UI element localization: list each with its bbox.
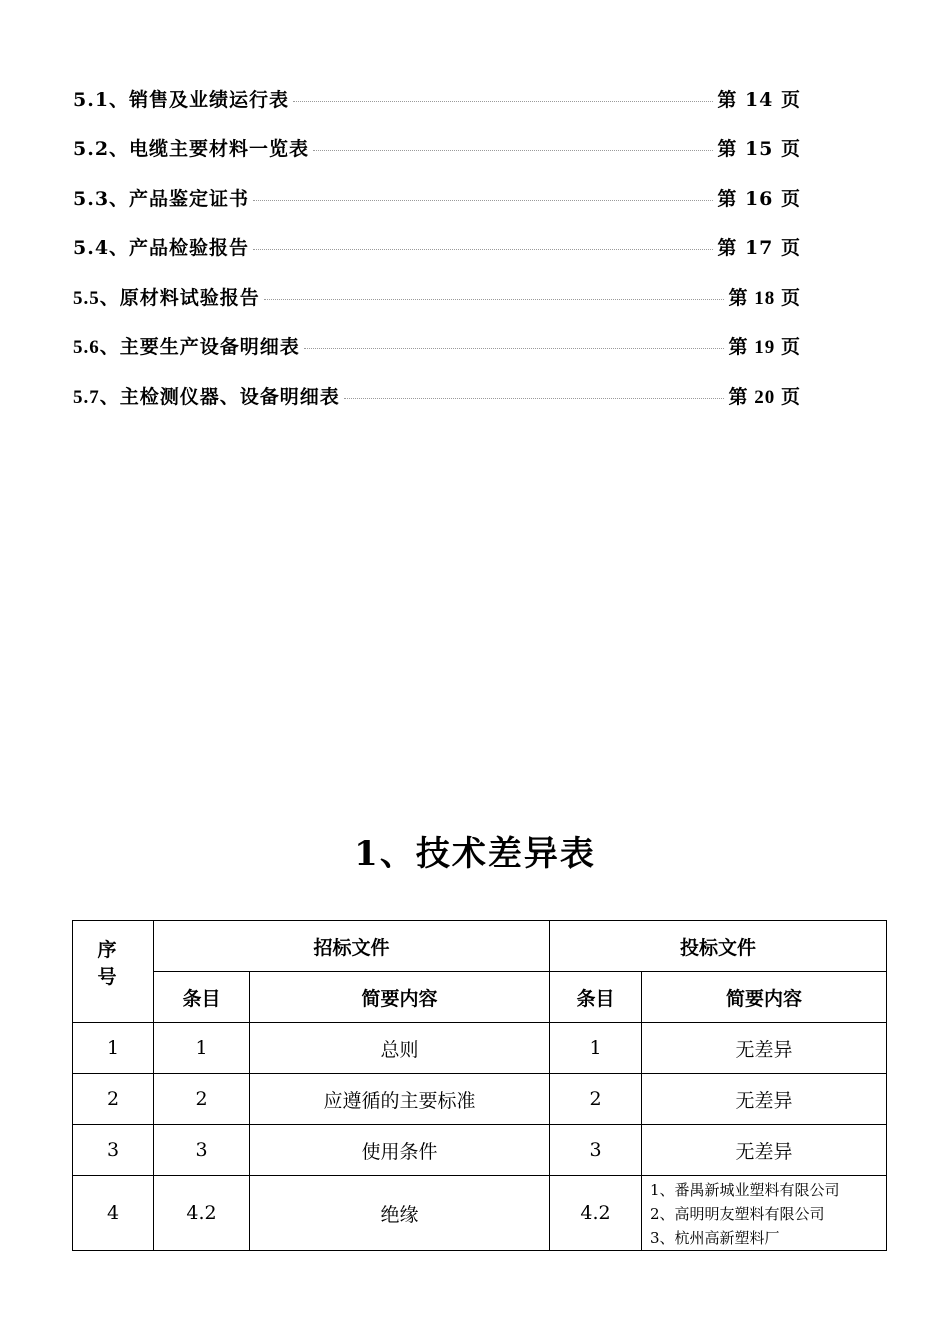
- row-tender-clause: 4.2: [154, 1176, 250, 1251]
- row-bid-clause: 4.2: [550, 1176, 642, 1251]
- header-seq: 序 号: [73, 921, 154, 1023]
- toc-entry-page: 第 20 页: [728, 387, 801, 409]
- row-tender-clause: 3: [154, 1125, 250, 1176]
- toc-entry-page: 第 17 页: [717, 237, 801, 260]
- table-subheader-row: [73, 972, 887, 1023]
- toc-entry[interactable]: [73, 185, 801, 209]
- supplier-line: 2、高明明友塑料有限公司: [650, 1205, 825, 1223]
- row-bid-summary: 无差异: [642, 1074, 887, 1125]
- row-bid-clause: 3: [550, 1125, 642, 1176]
- toc-leader-dots: [344, 398, 725, 399]
- toc-entry-label: 5.2、电缆主要材料一览表: [73, 138, 310, 161]
- header-bid-document: 投标文件: [550, 921, 887, 972]
- toc-entry-page: 第 18 页: [728, 287, 801, 309]
- row-bid-clause: 2: [550, 1074, 642, 1125]
- toc-entry-page: 第 14 页: [717, 88, 801, 111]
- toc-entry[interactable]: [73, 235, 801, 259]
- table-row: [73, 1125, 887, 1176]
- supplier-line: 3、杭州高新塑料厂: [650, 1229, 780, 1247]
- header-bid-clause: 条目: [550, 972, 642, 1023]
- row-bid-summary: 无差异: [642, 1125, 887, 1176]
- toc-leader-dots: [304, 348, 725, 349]
- row-seq: 4: [73, 1176, 154, 1251]
- header-tender-summary: 简要内容: [250, 972, 550, 1023]
- header-bid-summary: 简要内容: [642, 972, 887, 1023]
- toc-entry-label: 5.5、原材料试验报告: [73, 287, 260, 309]
- row-seq: 3: [73, 1125, 154, 1176]
- toc-entry-label: 5.3、产品鉴定证书: [73, 187, 250, 210]
- toc-entry-label: 5.6、主要生产设备明细表: [73, 337, 300, 359]
- row-tender-summary: 应遵循的主要标准: [250, 1074, 550, 1125]
- toc-entry-page: 第 15 页: [717, 138, 801, 161]
- header-tender-clause: 条目: [154, 972, 250, 1023]
- row-tender-summary: 使用条件: [250, 1125, 550, 1176]
- header-tender-document: 招标文件: [154, 921, 550, 972]
- toc-entry[interactable]: [73, 384, 801, 408]
- toc-leader-dots: [264, 299, 725, 300]
- section-title: 1、技术差异表: [354, 834, 596, 874]
- toc-entry-label: 5.1、销售及业绩运行表: [73, 88, 290, 111]
- toc-leader-dots: [313, 150, 713, 151]
- technical-difference-table: [72, 920, 887, 1251]
- toc-entry-label: 5.4、产品检验报告: [73, 237, 250, 260]
- table-row: [73, 1176, 887, 1251]
- toc-entry[interactable]: [73, 136, 801, 160]
- toc-entry[interactable]: [73, 284, 801, 308]
- toc-leader-dots: [293, 101, 713, 102]
- toc-entry-page: 第 16 页: [717, 187, 801, 210]
- toc-entry[interactable]: [73, 86, 801, 110]
- toc-entry[interactable]: [73, 334, 801, 358]
- table-of-contents: [73, 86, 801, 433]
- table-row: [73, 1023, 887, 1074]
- toc-entry-page: 第 19 页: [728, 337, 801, 359]
- supplier-line: 1、番禺新城业塑料有限公司: [650, 1181, 840, 1199]
- toc-leader-dots: [253, 200, 713, 201]
- row-seq: 2: [73, 1074, 154, 1125]
- row-bid-summary: 无差异: [642, 1023, 887, 1074]
- row-tender-clause: 1: [154, 1023, 250, 1074]
- row-tender-summary: 绝缘: [250, 1176, 550, 1251]
- row-tender-summary: 总则: [250, 1023, 550, 1074]
- toc-entry-label: 5.7、主检测仪器、设备明细表: [73, 387, 340, 409]
- table-row: [73, 1074, 887, 1125]
- row-tender-clause: 2: [154, 1074, 250, 1125]
- row-seq: 1: [73, 1023, 154, 1074]
- table-header-row: [73, 921, 887, 972]
- row-bid-clause: 1: [550, 1023, 642, 1074]
- row-bid-summary-list: [642, 1176, 887, 1251]
- toc-leader-dots: [253, 249, 713, 250]
